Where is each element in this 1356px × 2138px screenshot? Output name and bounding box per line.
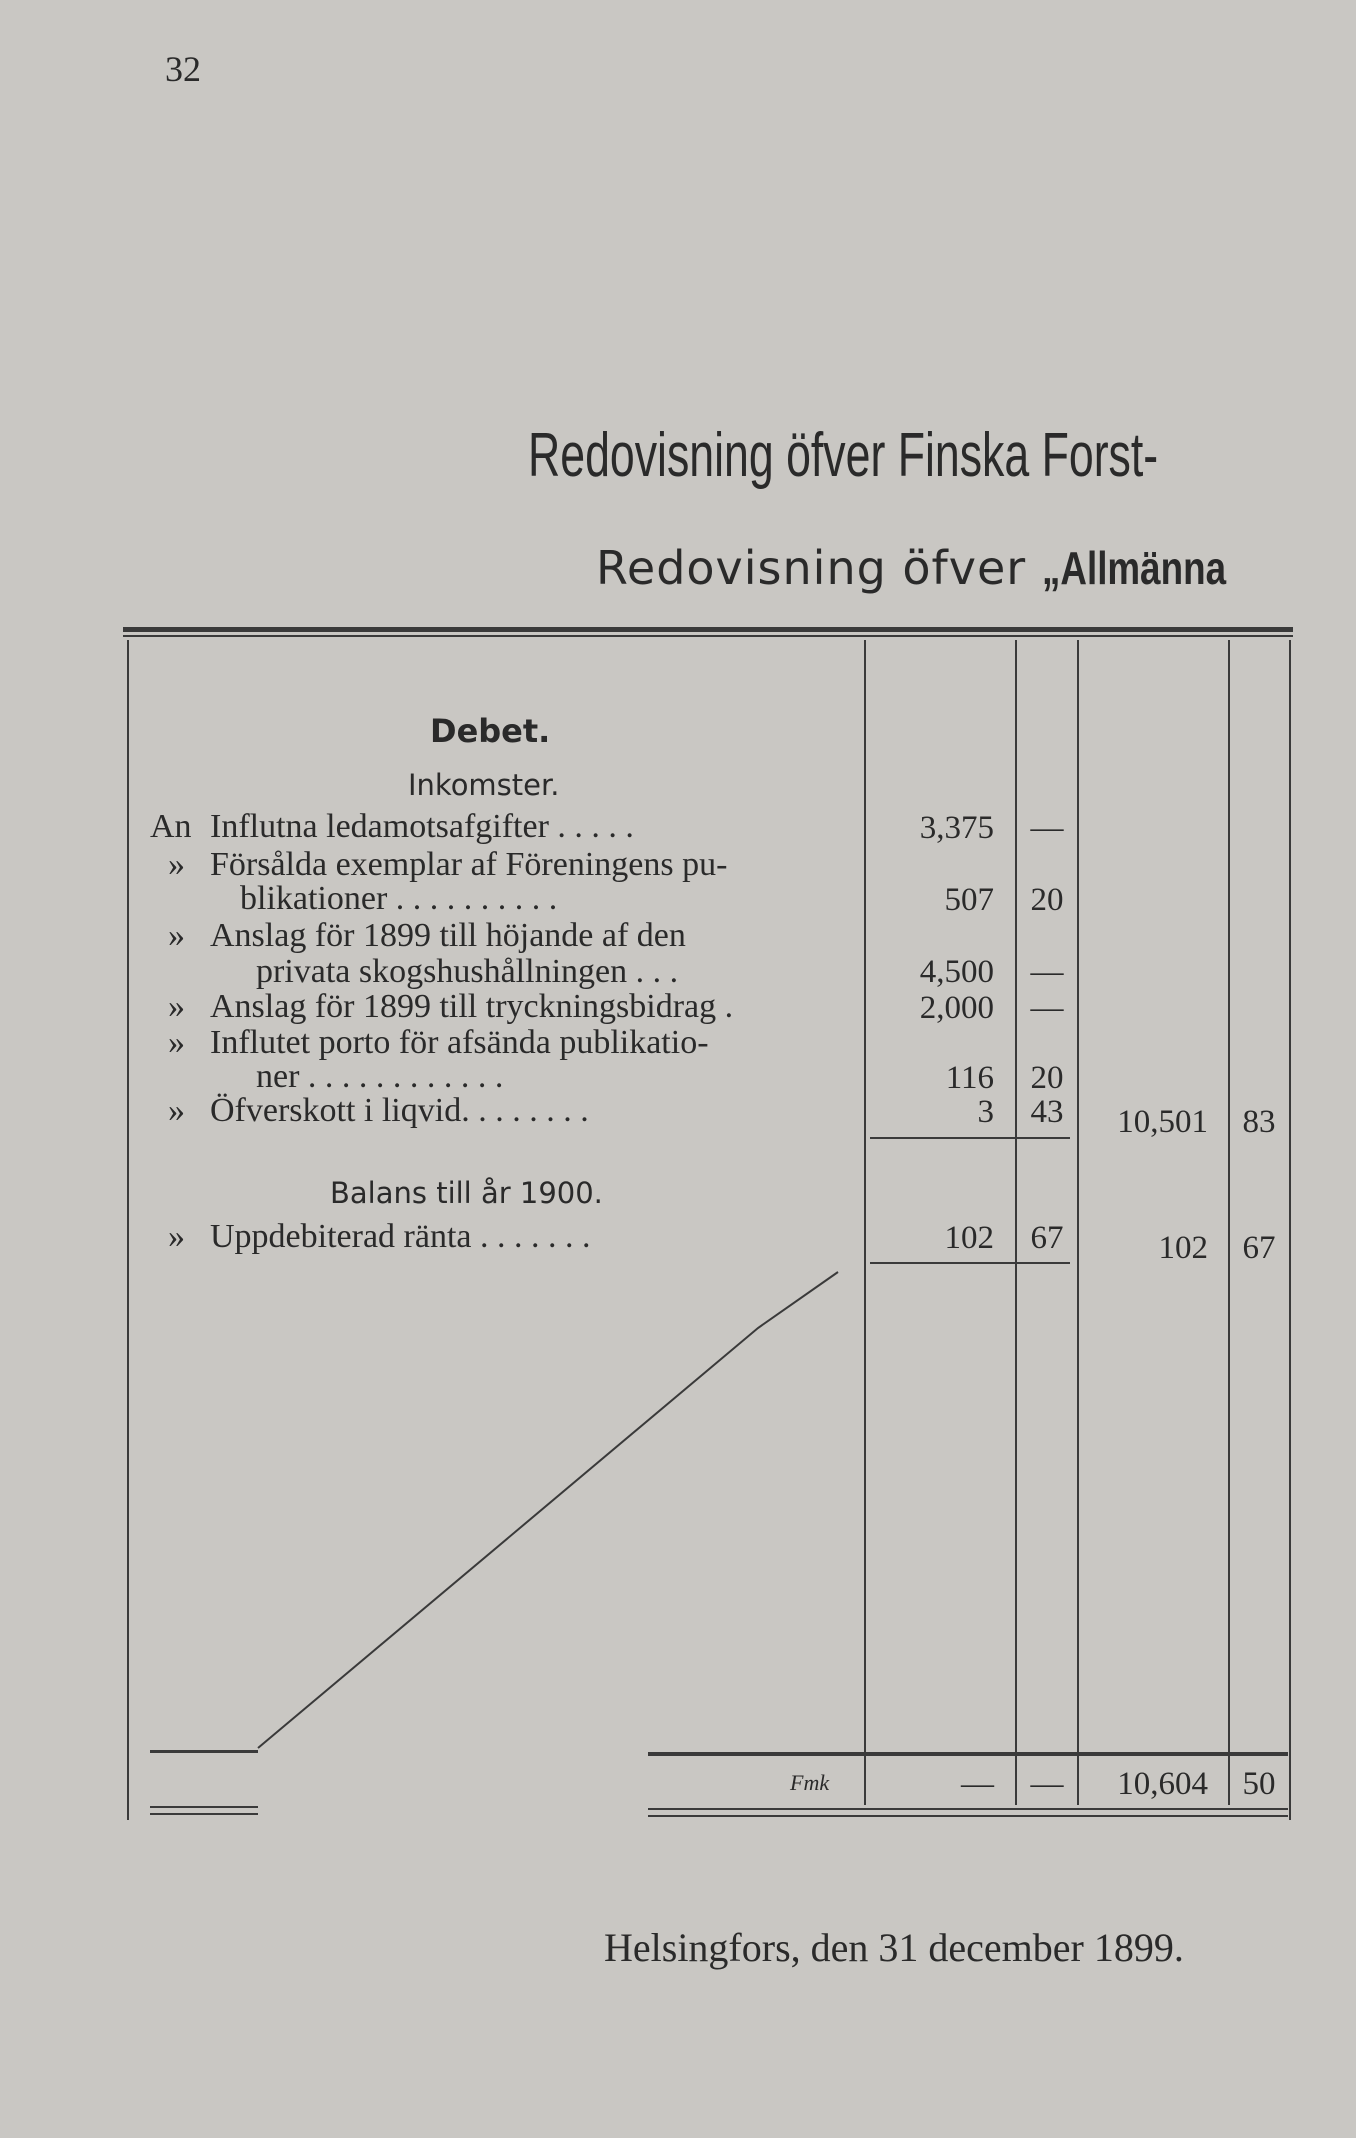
row-label: Anslag för 1899 till tryckningsbidrag . bbox=[210, 988, 734, 1025]
row-total-cents: 83 bbox=[1242, 1104, 1276, 1140]
row-label: Försålda exemplar af Föreningens pu- bbox=[210, 846, 728, 883]
row-cents: — bbox=[1030, 990, 1064, 1026]
subtitle-prefix: Redovisning öfver bbox=[596, 541, 1042, 595]
page-title: Redovisning öfver Finska Forst- bbox=[528, 421, 1159, 490]
row-label-continued: blikationer . . . . . . . . . . bbox=[240, 880, 558, 917]
sum-cents: — bbox=[1030, 1766, 1064, 1802]
footer-date: Helsingfors, den 31 december 1899. bbox=[604, 1925, 1184, 1970]
row-prefix: » bbox=[168, 917, 185, 954]
row-cents: 43 bbox=[1030, 1094, 1064, 1130]
row-prefix: » bbox=[168, 1092, 185, 1129]
page-number: 32 bbox=[165, 49, 201, 89]
group-heading-inkomster: Inkomster. bbox=[408, 768, 560, 802]
row-amount: 102 bbox=[944, 1220, 994, 1256]
section-title: Debet. bbox=[430, 712, 551, 750]
row-total-cents: 67 bbox=[1242, 1230, 1276, 1266]
sum-label: Fmk bbox=[790, 1770, 830, 1795]
row-label-continued: privata skogshushållningen . . . bbox=[256, 953, 679, 990]
row-label: Uppdebiterad ränta . . . . . . . bbox=[210, 1218, 591, 1255]
sum-total-cents: 50 bbox=[1242, 1766, 1276, 1802]
row-label-continued: ner . . . . . . . . . . . . bbox=[256, 1058, 504, 1095]
row-total: 102 bbox=[1158, 1230, 1208, 1266]
row-cents: 20 bbox=[1030, 882, 1064, 918]
row-cents: 20 bbox=[1030, 1060, 1064, 1096]
row-cents: — bbox=[1030, 810, 1064, 846]
row-prefix: » bbox=[168, 988, 185, 1025]
row-label: Öfverskott i liqvid. . . . . . . . bbox=[210, 1092, 589, 1129]
row-amount: 4,500 bbox=[919, 954, 994, 990]
row-amount: 2,000 bbox=[919, 990, 994, 1026]
row-amount: 3 bbox=[977, 1094, 994, 1130]
row-amount: 116 bbox=[945, 1060, 994, 1096]
row-prefix: An bbox=[150, 808, 192, 845]
row-prefix: » bbox=[168, 846, 185, 883]
row-label: Anslag för 1899 till höjande af den bbox=[210, 917, 686, 954]
group-heading-balans: Balans till år 1900. bbox=[330, 1176, 603, 1210]
row-prefix: » bbox=[168, 1218, 185, 1255]
row-cents: 67 bbox=[1030, 1220, 1064, 1256]
sum-amount: — bbox=[961, 1766, 994, 1802]
row-amount: 507 bbox=[944, 882, 994, 918]
row-prefix: » bbox=[168, 1024, 185, 1061]
row-label: Influtet porto för afsända publikatio- bbox=[210, 1024, 709, 1061]
row-cents: — bbox=[1030, 954, 1064, 990]
row-total: 10,501 bbox=[1117, 1104, 1208, 1140]
row-label: Influtna ledamotsafgifter . . . . . bbox=[210, 808, 634, 845]
row-amount: 3,375 bbox=[919, 810, 994, 846]
subtitle-bold: „Allmänna bbox=[1041, 542, 1226, 594]
sum-total: 10,604 bbox=[1117, 1766, 1208, 1802]
